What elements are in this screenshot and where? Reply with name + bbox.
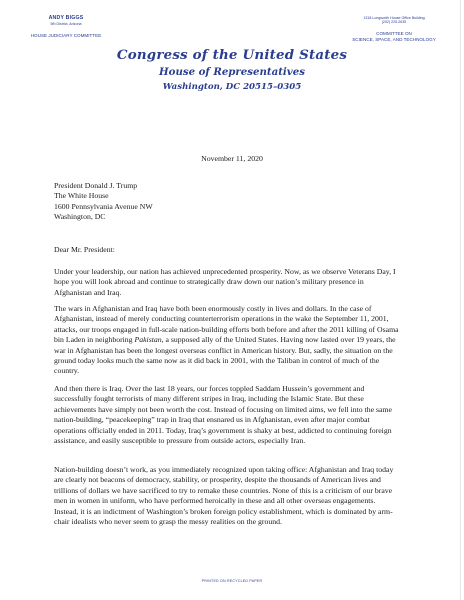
salutation: Dear Mr. President: [54, 245, 115, 254]
recipient-address [54, 181, 400, 223]
paragraph-4: Nation-building doesn’t work, as you immediately recognized upon taking office: Afghanistan and Iraq today are clearly not beacons of democracy, stability, or prosperity, despite the thousands of American lives and trillions of dollars we have sacrificed to try to remake these countries. None of this is a criticism of our brave men in women in uniform, who have performed heroically in these and all other overseas engagements. Instead, it is an indictment of Washington’s broken foreign policy establishment, which is dominated by arm-chair idealists who never seem to grasp the messy realities on the ground. [54, 465, 394, 527]
right-committee-line2: SCIENCE, SPACE, AND TECHNOLOGY [352, 36, 436, 42]
paragraph-3: And then there is Iraq. Over the last 18 years, our forces toppled Saddam Hussein’s government and successfully fought terrorists of many different stripes in Iraq, including the Islamic State. But these achievements have simply not been worth the cost. Instead of focusing on limited aims, we fell into the same nation-building, “peacekeeping” trap in Iraq that ensnared us in Afghanistan, even after major combat operations officially ended in 2011. Today, Iraq’s government is shaky at best, addicted to continuing foreign assistance, and easily susceptible to pressure from outside actors, especially Iran. [54, 384, 392, 446]
paragraph-2: The wars in Afghanistan and Iraq have both been enormously costly in lives and dollars. In the case of Afghanistan, instead of merely conducting counterterrorism operations in the wake the September 11, 2001, attacks, our troops engaged in full-scale nation-building efforts both before and after the 2011 killing of Osama bin Laden in neighboring Pakistan, a supposed ally of the United States. Having now lasted over 19 years, the war in Afghanistan has been the longest overseas conflict in American history. But, sadly, the situation on the ground today looks much the same now as it did back in 2001, with the Taliban in control of much of the country. [54, 304, 399, 376]
office-address: 1318 Longworth House Office Building [363, 16, 425, 20]
recipient-line-3: 1600 Pennsylvania Avenue NW [54, 201, 153, 211]
representative-district: 5th District, Arizona [50, 21, 82, 26]
recipient-line-4: Washington, DC [54, 212, 106, 222]
representative-name: ANDY BIGGS [48, 15, 84, 21]
recipient-line-1: President Donald J. Trump [54, 181, 138, 190]
masthead-city: Washington, DC 20515–0305 [162, 82, 302, 92]
masthead-congress: Congress of the United States [116, 47, 348, 63]
letterhead-right-block [330, 16, 458, 42]
recycled-paper-note: PRINTED ON RECYCLED PAPER [201, 579, 263, 583]
office-phone: (202) 225-2635 [381, 20, 407, 25]
right-committee-line1: COMMITTEE ON [376, 31, 412, 37]
page-edge-shadow [460, 0, 461, 600]
recipient-line-2: The White House [54, 191, 109, 201]
letter-date: November 11, 2020 [201, 154, 263, 163]
paragraph-1: Under your leadership, our nation has achieved unprecedented prosperity. Now, as we observe Veterans Day, I hope you will look abroad and continue to strategically draw down our nation’s military presence in Afghanistan and Iraq. [54, 267, 396, 297]
masthead-house: House of Representatives [159, 66, 305, 78]
left-committee: HOUSE JUDICIARY COMMITTEE [30, 33, 102, 39]
letterhead-left-block [6, 16, 126, 38]
